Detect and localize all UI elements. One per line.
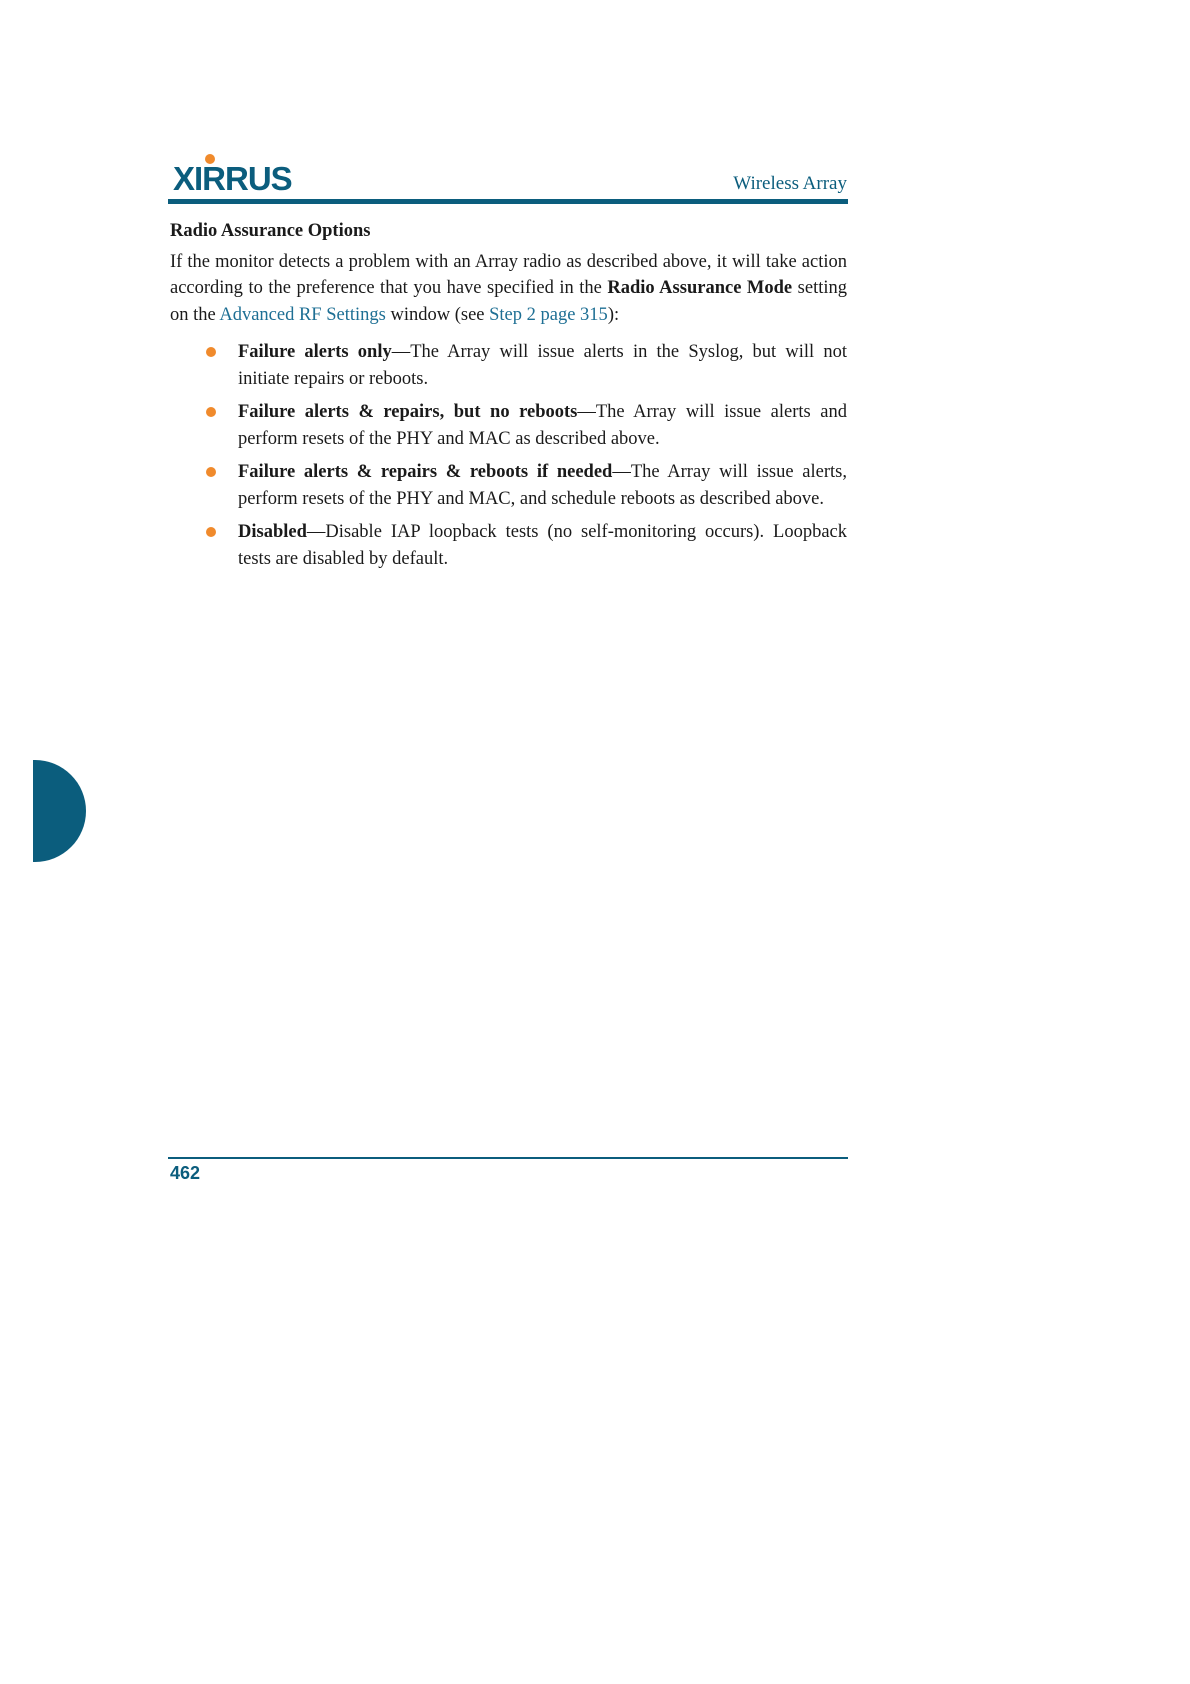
list-item: [170, 519, 847, 572]
advanced-rf-settings-link[interactable]: Advanced RF Settings: [219, 304, 386, 325]
intro-text-1: If the monitor detects a problem with an Array radio as described above, it will take action according to the preference that you have specified in the: [170, 251, 847, 298]
section-heading: Radio Assurance Options: [170, 221, 371, 241]
main-content: [170, 218, 847, 579]
option-text: —The Array will issue alerts, perform resets of the PHY and MAC, and schedule reboots as described above.: [238, 462, 847, 509]
intro-text-3: window (see: [385, 304, 490, 325]
option-label: Failure alerts only: [238, 342, 392, 362]
radio-assurance-mode-label: Radio Assurance Mode: [607, 278, 793, 298]
intro-paragraph: [170, 249, 847, 329]
footer-rule: [168, 1157, 848, 1159]
option-text: —Disable IAP loopback tests (no self-monitoring occurs). Loopback tests are disabled by default.: [238, 522, 847, 569]
option-label: Disabled: [238, 522, 307, 542]
options-list: [170, 339, 847, 572]
list-item: [170, 459, 847, 512]
intro-text-2: setting on the: [170, 278, 847, 325]
option-text: —The Array will issue alerts in the Syslog, but will not initiate repairs or reboots.: [238, 342, 848, 389]
bullet-icon: [206, 347, 216, 357]
header-title: Wireless Array: [733, 173, 847, 194]
xirrus-logo: [173, 152, 313, 198]
option-label: Failure alerts & repairs, but no reboots: [238, 402, 578, 422]
header-rule: [168, 199, 848, 204]
bullet-icon: [206, 527, 216, 537]
list-item: [170, 399, 847, 452]
option-text: —The Array will issue alerts and perform resets of the PHY and MAC as described above.: [238, 402, 848, 449]
bullet-icon: [206, 407, 216, 417]
page-number: 462: [170, 1163, 201, 1183]
chapter-side-tab: [33, 760, 86, 862]
step-2-page-link[interactable]: Step 2 page 315: [489, 304, 608, 325]
option-label: Failure alerts & repairs & reboots if needed: [238, 462, 613, 482]
bullet-icon: [206, 467, 216, 477]
logo-wordmark: XIRRUS: [173, 160, 292, 197]
list-item: [170, 339, 847, 392]
intro-text-4: ):: [607, 304, 620, 325]
